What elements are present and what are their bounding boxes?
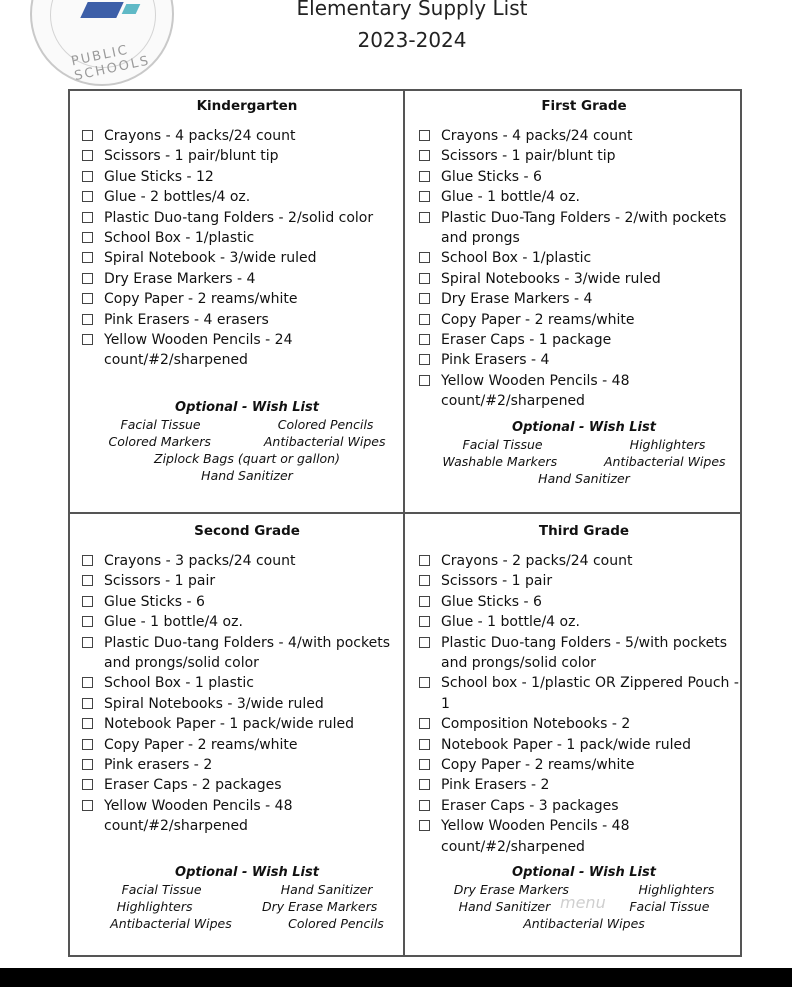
- wish-item: Highlighters: [629, 437, 706, 452]
- supply-item[interactable]: [419, 816, 749, 857]
- grade-title: First Grade: [541, 98, 627, 114]
- supply-item-label: Glue Sticks - 6: [441, 168, 542, 185]
- supply-item-label: Scissors - 1 pair: [104, 573, 216, 590]
- supply-item-label: Glue Sticks - 6: [104, 593, 205, 610]
- checkbox[interactable]: [82, 718, 93, 729]
- supply-item-label: Glue - 1 bottle/4 oz.: [104, 614, 243, 631]
- checkbox[interactable]: [419, 779, 430, 790]
- checkbox[interactable]: [419, 616, 430, 627]
- checkbox[interactable]: [82, 637, 93, 648]
- supply-item-label: Copy Paper - 2 reams/white: [104, 291, 298, 308]
- supply-item-label: Scissors - 1 pair/blunt tip: [104, 148, 279, 165]
- supply-item[interactable]: [419, 735, 749, 755]
- optional-title: Optional - Wish List: [512, 420, 656, 435]
- checkbox[interactable]: [419, 171, 430, 182]
- wish-item: Dry Erase Markers: [453, 882, 569, 897]
- supply-item[interactable]: [82, 775, 412, 795]
- supply-item[interactable]: [82, 167, 412, 187]
- checkbox[interactable]: [419, 334, 430, 345]
- checkbox[interactable]: [82, 677, 93, 688]
- wish-item: Facial Tissue: [629, 899, 710, 914]
- supply-item-label: School Box - 1 plastic: [104, 675, 254, 692]
- checkbox[interactable]: [82, 759, 93, 770]
- checkbox[interactable]: [419, 212, 430, 223]
- checkbox[interactable]: [419, 718, 430, 729]
- supply-item-label: Yellow Wooden Pencils - 48 count/#2/sharpened: [441, 372, 630, 410]
- checkbox[interactable]: [419, 293, 430, 304]
- wish-item: Highlighters: [638, 882, 715, 897]
- checkbox[interactable]: [82, 150, 93, 161]
- wish-item: Antibacterial Wipes: [603, 454, 726, 469]
- supply-item[interactable]: [419, 187, 749, 207]
- supply-item-label: Pink Erasers - 2: [441, 777, 550, 794]
- wish-item: Colored Pencils: [288, 916, 384, 931]
- supply-item[interactable]: [419, 248, 749, 268]
- supply-item[interactable]: [419, 310, 749, 330]
- grade-section-third-grade: [419, 523, 749, 953]
- supply-item[interactable]: [419, 714, 749, 734]
- supply-item[interactable]: [419, 612, 749, 632]
- supply-item[interactable]: [419, 571, 749, 591]
- supply-item[interactable]: [82, 673, 412, 693]
- checkbox[interactable]: [82, 212, 93, 223]
- supply-item[interactable]: [419, 269, 749, 289]
- supply-item[interactable]: [82, 551, 412, 571]
- supply-item[interactable]: [82, 755, 412, 775]
- checkbox[interactable]: [82, 130, 93, 141]
- wish-item: Hand Sanitizer: [538, 471, 630, 486]
- checkbox[interactable]: [82, 555, 93, 566]
- checkbox[interactable]: [419, 314, 430, 325]
- checkbox[interactable]: [82, 800, 93, 811]
- checkbox[interactable]: [82, 698, 93, 709]
- wish-item: Highlighters: [116, 899, 193, 914]
- supply-item[interactable]: [419, 592, 749, 612]
- checkbox[interactable]: [419, 191, 430, 202]
- checkbox[interactable]: [82, 334, 93, 345]
- supply-item-label: Eraser Caps - 2 packages: [104, 777, 282, 794]
- checkbox[interactable]: [419, 759, 430, 770]
- grade-title: Third Grade: [538, 523, 630, 539]
- checkbox[interactable]: [82, 616, 93, 627]
- checkbox[interactable]: [82, 596, 93, 607]
- supply-item[interactable]: [419, 633, 749, 674]
- supply-item-label: Pink Erasers - 4 erasers: [104, 311, 269, 328]
- supply-item[interactable]: [82, 633, 412, 674]
- checkbox[interactable]: [419, 739, 430, 750]
- checkbox[interactable]: [419, 130, 430, 141]
- supply-item[interactable]: [82, 187, 412, 207]
- checkbox[interactable]: [82, 273, 93, 284]
- checkbox[interactable]: [419, 555, 430, 566]
- checkbox[interactable]: [82, 293, 93, 304]
- wish-item: Ziplock Bags (quart or gallon): [154, 451, 340, 466]
- supply-item-label: Crayons - 4 packs/24 count: [104, 128, 296, 144]
- checkbox[interactable]: [419, 575, 430, 586]
- grade-section-first-grade: [419, 98, 749, 498]
- supply-item[interactable]: [82, 310, 412, 330]
- supply-item[interactable]: [82, 694, 412, 714]
- optional-title: Optional - Wish List: [175, 865, 319, 880]
- supply-list: [419, 551, 749, 857]
- supply-item[interactable]: [419, 146, 749, 166]
- checkbox[interactable]: [419, 375, 430, 386]
- optional-wish-list: [82, 864, 412, 932]
- supply-item[interactable]: [82, 330, 412, 371]
- checkbox[interactable]: [419, 273, 430, 284]
- supply-item-label: Notebook Paper - 1 pack/wide ruled: [104, 716, 354, 733]
- checkbox[interactable]: [82, 252, 93, 263]
- checkbox[interactable]: [82, 314, 93, 325]
- supply-item-label: Scissors - 1 pair/blunt tip: [441, 148, 616, 165]
- checkbox[interactable]: [419, 596, 430, 607]
- bottom-black-bar: [0, 968, 792, 987]
- wish-item: Antibacterial Wipes: [263, 434, 386, 449]
- supply-item-label: Copy Paper - 2 reams/white: [441, 757, 635, 774]
- wish-item: Hand Sanitizer: [201, 468, 293, 483]
- supply-item[interactable]: [419, 775, 749, 795]
- supply-item[interactable]: [82, 796, 412, 837]
- supply-item-label: Pink erasers - 2: [104, 757, 213, 774]
- supply-list: [82, 551, 412, 837]
- supply-item-label: Scissors - 1 pair: [441, 573, 553, 590]
- wish-item: Antibacterial Wipes: [523, 916, 645, 931]
- supply-item-label: Glue - 2 bottles/4 oz.: [104, 189, 251, 206]
- wish-item: Facial Tissue: [120, 417, 201, 432]
- supply-item[interactable]: [419, 208, 749, 249]
- supply-item-label: Crayons - 4 packs/24 count: [441, 128, 633, 144]
- checkbox[interactable]: [419, 800, 430, 811]
- supply-item-label: Yellow Wooden Pencils - 48 count/#2/sharpened: [441, 818, 630, 855]
- supply-item-label: Plastic Duo-Tang Folders - 2/with pockets and prongs: [441, 209, 727, 247]
- supply-item-label: Spiral Notebooks - 3/wide ruled: [104, 695, 324, 712]
- supply-item-label: Composition Notebooks - 2: [441, 716, 631, 733]
- page-title: Elementary Supply List: [296, 0, 528, 20]
- supply-item-label: Crayons - 3 packs/24 count: [104, 553, 296, 569]
- supply-item[interactable]: [82, 248, 412, 268]
- supply-item[interactable]: [82, 289, 412, 309]
- supply-item-label: School box - 1/plastic OR Zippered Pouch - 1: [441, 675, 739, 712]
- table-divider-horizontal: [68, 512, 742, 514]
- optional-title: Optional - Wish List: [512, 865, 656, 880]
- checkbox[interactable]: [419, 677, 430, 688]
- supply-item-label: Crayons - 2 packs/24 count: [441, 553, 633, 569]
- checkbox[interactable]: [82, 739, 93, 750]
- supply-item-label: Glue Sticks - 6: [441, 593, 542, 610]
- checkbox[interactable]: [419, 637, 430, 648]
- wish-item: Colored Markers: [108, 434, 211, 449]
- wish-item: Facial Tissue: [121, 882, 202, 897]
- supply-item[interactable]: [419, 755, 749, 775]
- supply-item-label: Plastic Duo-tang Folders - 4/with pockets and prongs/solid color: [104, 634, 390, 672]
- supply-item-label: Plastic Duo-tang Folders - 5/with pockets and prongs/solid color: [441, 634, 727, 672]
- wish-item: Washable Markers: [442, 454, 558, 469]
- supply-item[interactable]: [419, 350, 749, 370]
- optional-wish-list: [82, 399, 412, 484]
- grade-section-kindergarten: [82, 98, 412, 498]
- supply-item-label: Plastic Duo-tang Folders - 2/solid color: [104, 209, 374, 226]
- supply-item-label: Glue - 1 bottle/4 oz.: [441, 614, 580, 631]
- checkbox[interactable]: [419, 354, 430, 365]
- checkbox[interactable]: [419, 150, 430, 161]
- supply-item[interactable]: [82, 735, 412, 755]
- supply-item-label: Eraser Caps - 3 packages: [441, 797, 619, 814]
- supply-item[interactable]: [82, 269, 412, 289]
- supply-item[interactable]: [82, 592, 412, 612]
- supply-item-label: Spiral Notebooks - 3/wide ruled: [441, 270, 661, 287]
- checkbox[interactable]: [82, 191, 93, 202]
- supply-item[interactable]: [82, 146, 412, 166]
- supply-item-label: Pink Erasers - 4: [441, 352, 550, 369]
- supply-item[interactable]: [419, 551, 749, 571]
- grade-section-second-grade: [82, 523, 412, 953]
- supply-list: [419, 126, 749, 412]
- supply-item[interactable]: [82, 714, 412, 734]
- supply-item[interactable]: [419, 167, 749, 187]
- wish-item: Antibacterial Wipes: [110, 916, 232, 931]
- supply-item[interactable]: [82, 228, 412, 248]
- supply-item-label: Dry Erase Markers - 4: [104, 270, 256, 287]
- supply-item[interactable]: [419, 796, 749, 816]
- supply-item[interactable]: [419, 673, 749, 714]
- wish-item: Colored Pencils: [277, 417, 374, 432]
- wish-item: Dry Erase Markers: [262, 899, 378, 914]
- supply-item-label: Glue - 1 bottle/4 oz.: [441, 189, 580, 206]
- supply-item-label: Yellow Wooden Pencils - 24 count/#2/sharpened: [104, 332, 293, 369]
- supply-item-label: Yellow Wooden Pencils - 48 count/#2/sharpened: [104, 797, 293, 835]
- supply-item-label: School Box - 1/plastic: [441, 250, 592, 267]
- supply-item-label: Eraser Caps - 1 package: [441, 332, 612, 349]
- supply-item-label: Notebook Paper - 1 pack/wide ruled: [441, 736, 691, 753]
- supply-item[interactable]: [82, 126, 412, 146]
- checkbox[interactable]: [82, 232, 93, 243]
- supply-item[interactable]: [419, 371, 749, 412]
- checkbox[interactable]: [82, 171, 93, 182]
- supply-item-label: Copy Paper - 2 reams/white: [104, 736, 298, 753]
- supply-item[interactable]: [82, 612, 412, 632]
- supply-item[interactable]: [419, 289, 749, 309]
- wish-item: Facial Tissue: [462, 437, 543, 452]
- watermark: menu: [560, 893, 606, 912]
- optional-title: Optional - Wish List: [175, 400, 319, 415]
- supply-item-label: Dry Erase Markers - 4: [441, 291, 593, 308]
- wish-item: Hand Sanitizer: [458, 899, 551, 914]
- supply-item[interactable]: [419, 126, 749, 146]
- supply-item-label: School Box - 1/plastic: [104, 230, 255, 247]
- supply-item-label: Glue Sticks - 12: [104, 168, 214, 185]
- supply-item-label: Spiral Notebook - 3/wide ruled: [104, 250, 317, 267]
- supply-item[interactable]: [419, 330, 749, 350]
- supply-item[interactable]: [82, 208, 412, 228]
- grade-title: Second Grade: [194, 523, 300, 539]
- logo-text: PUBLIC SCHOOLS: [69, 42, 152, 85]
- school-year: 2023-2024: [357, 28, 467, 52]
- wish-item: Hand Sanitizer: [280, 882, 373, 897]
- grade-title: Kindergarten: [196, 98, 298, 114]
- optional-wish-list: [419, 419, 749, 487]
- supply-item-label: Copy Paper - 2 reams/white: [441, 311, 635, 328]
- checkbox[interactable]: [82, 779, 93, 790]
- supply-list: [82, 126, 412, 371]
- checkbox[interactable]: [419, 252, 430, 263]
- supply-item[interactable]: [82, 571, 412, 591]
- checkbox[interactable]: [82, 575, 93, 586]
- checkbox[interactable]: [419, 820, 430, 831]
